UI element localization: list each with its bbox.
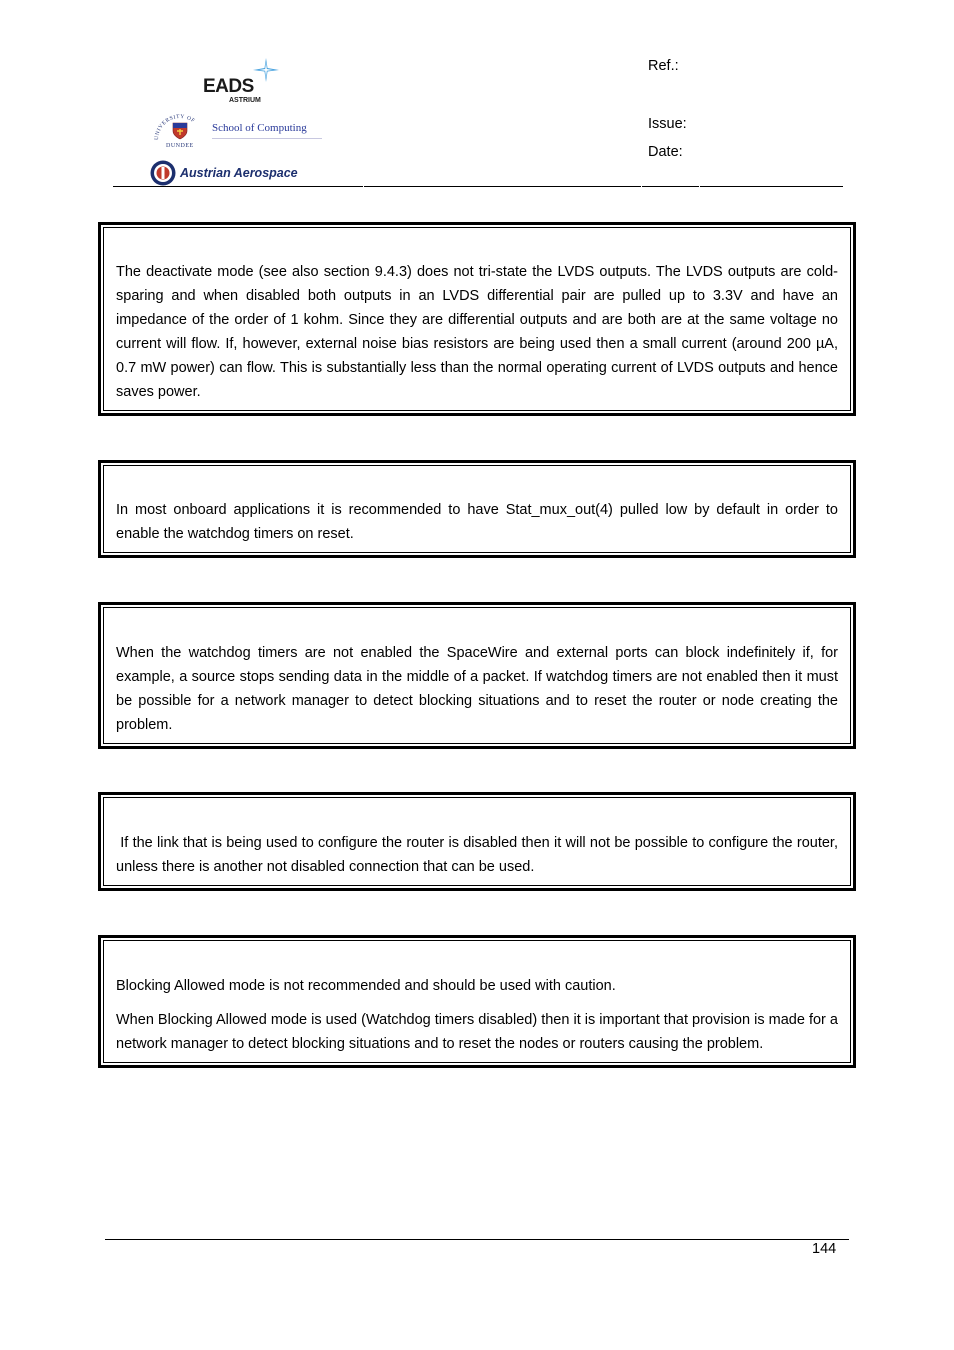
- note-paragraph: When Blocking Allowed mode is used (Watchdog timers disabled) then it is important that provision is made for a network manager to detect blocking situations and to reset the nodes or routers causing the problem.: [116, 1012, 838, 1052]
- note-box-inner: [103, 797, 851, 886]
- dundee-logo-text: DUNDEE: [166, 143, 194, 149]
- date-label: Date:: [648, 144, 683, 160]
- note-box: [98, 222, 856, 416]
- note-paragraph: When the watchdog timers are not enabled the SpaceWire and external ports can block indefinitely if, for example, a source stops sending data in the middle of a packet. If watchdog timers are not enabled then it must be possible for a network manager to detect blocking situations and to reset the router or node creating the problem.: [116, 645, 838, 733]
- issue-label: Issue:: [648, 116, 687, 132]
- header-logos: [148, 52, 348, 188]
- header-rule: [113, 186, 363, 187]
- austrian-aerospace-text: Austrian Aerospace: [180, 166, 298, 180]
- note-box-inner: [103, 227, 851, 411]
- page-number: 144: [812, 1241, 837, 1257]
- note-paragraph: If the link that is being used to configure the router is disabled then it will not be possible to configure the router, unless there is another not disabled connection that can be used.: [116, 835, 843, 875]
- crest-icon: [172, 122, 188, 140]
- astrium-logo-text: ASTRIUM: [229, 97, 261, 104]
- note-box-inner: [103, 465, 851, 553]
- note-paragraph: Blocking Allowed mode is not recommended and should be used with caution.: [116, 978, 616, 994]
- university-arc-label: UNIVERSITY OF: [153, 113, 196, 141]
- note-box-inner: [103, 607, 851, 744]
- note-paragraph: In most onboard applications it is recommended to have Stat_mux_out(4) pulled low by default in order to enable the watchdog timers on reset.: [116, 502, 838, 542]
- note-paragraph: The deactivate mode (see also section 9.4.3) does not tri-state the LVDS outputs. The LVDS outputs are cold-sparing and when disabled both outputs in an LVDS differential pair are pulled up to 3.3V and have an impedance of the order of 1 kohm. Since they are differential outputs and are both are at the same voltage no current will flow. If, however, external noise bias resistors are being used then a small current (around 200 µA, 0.7 mW power) can flow. This is substantially less than the normal operating current of LVDS outputs and hence saves power.: [116, 264, 838, 400]
- header-rule: [700, 186, 843, 187]
- footer-rule: [105, 1239, 849, 1240]
- eads-astrium-logo: [203, 56, 293, 108]
- note-box-inner: [103, 940, 851, 1063]
- header-rule: [364, 186, 641, 187]
- note-box: [98, 602, 856, 749]
- school-of-computing-text: School of Computing: [212, 122, 307, 134]
- star-icon: [251, 56, 281, 84]
- header-rule: [642, 186, 699, 187]
- roundel-icon: [150, 160, 176, 186]
- eads-logo-text: EADS: [203, 76, 254, 97]
- logo-underline: [212, 138, 322, 139]
- note-box: [98, 935, 856, 1068]
- note-box: [98, 460, 856, 558]
- austrian-aerospace-logo: [150, 160, 350, 188]
- ref-label: Ref.:: [648, 58, 679, 74]
- university-of-dundee-logo: [148, 110, 333, 154]
- note-box: [98, 792, 856, 891]
